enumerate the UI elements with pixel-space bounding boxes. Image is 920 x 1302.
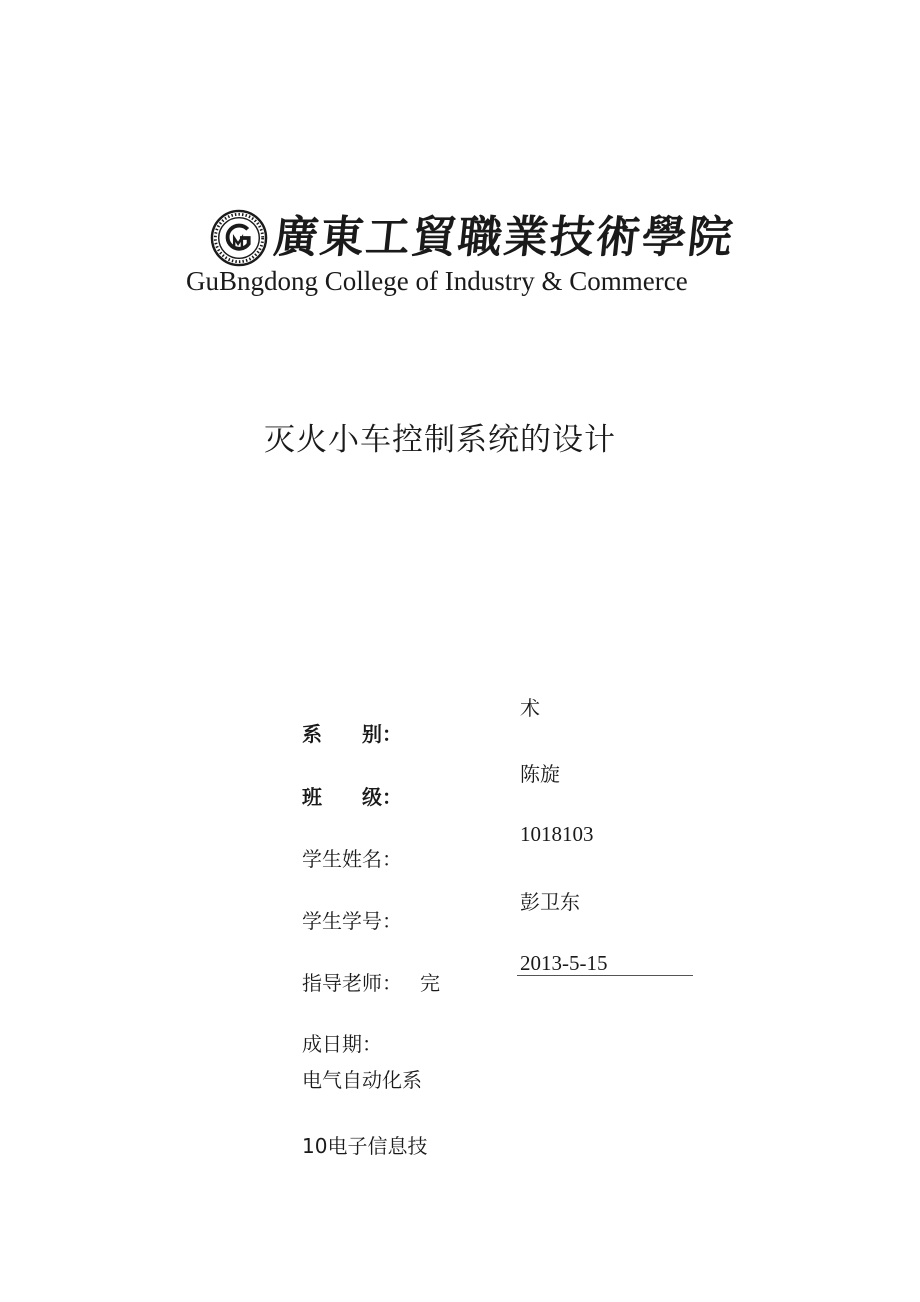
advisor-label: 指导老师： <box>302 971 402 995</box>
college-logo <box>210 208 737 268</box>
advisor-value: 彭卫东 <box>520 890 580 914</box>
completion-date-label: 成日期： <box>302 1032 382 1056</box>
document-title: 灭火小车控制系统的设计 <box>264 422 616 458</box>
department-label: 系 别： <box>302 722 402 746</box>
class-value-continuation: 术 <box>520 696 540 720</box>
class-value: 10电子信息技 <box>302 1134 428 1158</box>
student-id-value: 1018103 <box>520 822 594 846</box>
student-name-value: 陈旋 <box>520 762 560 786</box>
completion-date-underline <box>517 975 693 976</box>
department-value: 电气自动化系 <box>302 1068 422 1092</box>
student-name-label: 学生姓名： <box>302 847 402 871</box>
college-name-chinese: 廣東工貿職業技術學院 <box>271 212 737 263</box>
class-label: 班 级： <box>302 785 402 809</box>
completion-date-value: 2013-5-15 <box>520 951 608 975</box>
college-name-english: GuBngdong College of Industry & Commerce <box>186 266 688 296</box>
student-id-label: 学生学号： <box>302 909 402 933</box>
completion-label-prefix: 完 <box>420 971 440 995</box>
college-seal-icon <box>210 209 268 267</box>
